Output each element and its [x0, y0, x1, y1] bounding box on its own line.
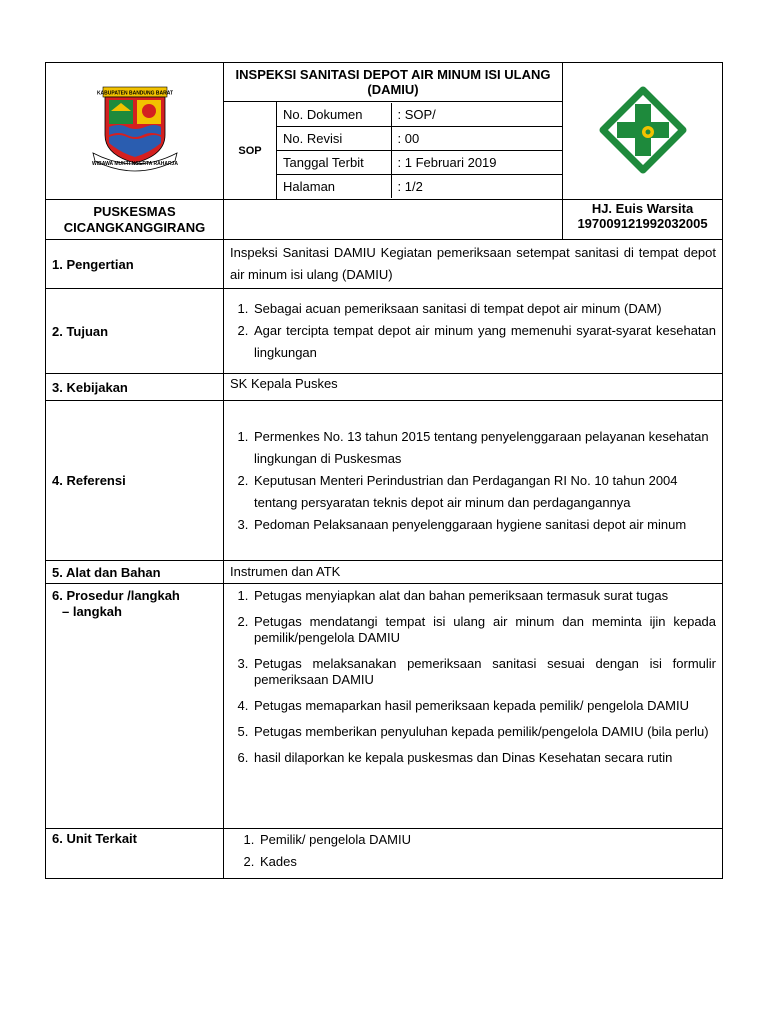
- meta-key: Halaman: [277, 175, 391, 199]
- section-list-prosedur: [224, 584, 723, 829]
- org-line-2: CICANGKANGGIRANG: [63, 219, 206, 235]
- section-label-alat: 5. Alat dan Bahan: [46, 561, 224, 584]
- signer-name: HJ. Euis Warsita: [591, 201, 694, 216]
- list-item: 1. Permenkes No. 13 tahun 2015 tentang penyelenggaraan pelayanan kesehatan lingkungan di Puskesmas: [252, 426, 716, 470]
- meta-key: No. Revisi: [277, 127, 391, 151]
- meta-row: [277, 103, 563, 127]
- organization-name: [46, 200, 224, 240]
- list-item: 5. Petugas memberikan penyuluhan kepada pemilik/pengelola DAMIU (bila perlu): [252, 724, 716, 740]
- meta-row: [277, 151, 563, 175]
- list-item: 2. Agar tercipta tempat depot air minum yang memenuhi syarat-syarat kesehatan lingkungan: [252, 320, 716, 364]
- document-meta-table: [277, 103, 563, 198]
- signer-nip: 197009121992032005: [577, 216, 708, 231]
- list-item: 1. Sebagai acuan pemeriksaan sanitasi di tempat depot air minum (DAM): [252, 298, 716, 320]
- sop-label: SOP: [224, 102, 277, 200]
- meta-value: : 1 Februari 2019: [391, 151, 563, 175]
- list-item: 1. Petugas menyiapkan alat dan bahan pemeriksaan termasuk surat tugas: [252, 588, 716, 604]
- regency-emblem-icon: [89, 83, 181, 177]
- sop-document-table: [45, 62, 723, 879]
- section-label-prosedur: [46, 584, 224, 829]
- document-title: INSPEKSI SANITASI DEPOT AIR MINUM ISI ULANG (DAMIU): [224, 63, 563, 102]
- section-list-tujuan: [224, 289, 723, 374]
- list-item: 4. Petugas memaparkan hasil pemeriksaan kepada pemilik/ pengelola DAMIU: [252, 698, 716, 714]
- meta-value: : 1/2: [391, 175, 563, 199]
- puskesmas-logo-cell: [563, 63, 723, 200]
- list-item: 1. Pemilik/ pengelola DAMIU: [258, 829, 716, 851]
- list-item: 6. hasil dilaporkan ke kepala puskesmas dan Dinas Kesehatan secara rutin: [252, 750, 716, 766]
- prosedur-label-line-2: – langkah: [62, 604, 122, 619]
- section-text-alat: Instrumen dan ATK: [224, 561, 723, 584]
- signer-block: [563, 200, 723, 240]
- section-list-referensi: [224, 401, 723, 561]
- section-label-kebijakan: 3. Kebijakan: [46, 374, 224, 401]
- section-text-pengertian: Inspeksi Sanitasi DAMIU Kegiatan pemeriksaan setempat sanitasi di tempat depot air minum isi ulang (DAMIU): [224, 240, 723, 289]
- meta-row: [277, 127, 563, 151]
- list-item: 2. Keputusan Menteri Perindustrian dan Perdagangan RI No. 10 tahun 2004 tentang persyaratan teknis depot air minum dan perdagangannya: [252, 470, 716, 514]
- section-label-tujuan: 2. Tujuan: [46, 289, 224, 374]
- section-list-unit: [224, 829, 723, 879]
- org-line-1: PUSKESMAS: [93, 203, 176, 219]
- meta-key: Tanggal Terbit: [277, 151, 391, 175]
- emblem-motto-text: WIBAWA MUKTI NGERTA RAHARJA: [91, 160, 178, 167]
- list-item: 2. Petugas mendatangi tempat isi ulang air minum dan meminta ijin kepada pemilik/pengelola DAMIU: [252, 614, 716, 646]
- meta-value: : 00: [391, 127, 563, 151]
- list-item: 2. Kades: [258, 851, 716, 873]
- regency-logo-cell: [46, 63, 224, 200]
- puskesmas-cross-logo-icon: [597, 84, 689, 176]
- section-text-kebijakan: SK Kepala Puskes: [224, 374, 723, 401]
- prosedur-label-line-1: 6. Prosedur /langkah: [52, 588, 180, 603]
- section-label-unit: 6. Unit Terkait: [46, 829, 224, 879]
- section-label-referensi: 4. Referensi: [46, 401, 224, 561]
- list-item: 3. Pedoman Pelaksanaan penyelenggaraan hygiene sanitasi depot air minum: [252, 514, 716, 536]
- list-item: 3. Petugas melaksanakan pemeriksaan sanitasi sesuai dengan isi formulir pemeriksaan DAMIU: [252, 656, 716, 688]
- emblem-top-text: KABUPATEN BANDUNG BARAT: [96, 90, 173, 96]
- meta-value: : SOP/: [391, 103, 563, 127]
- meta-key: No. Dokumen: [277, 103, 391, 127]
- blank-cell: [224, 200, 563, 240]
- section-label-pengertian: 1. Pengertian: [46, 240, 224, 289]
- meta-row: [277, 175, 563, 199]
- document-meta-cell: [277, 102, 563, 200]
